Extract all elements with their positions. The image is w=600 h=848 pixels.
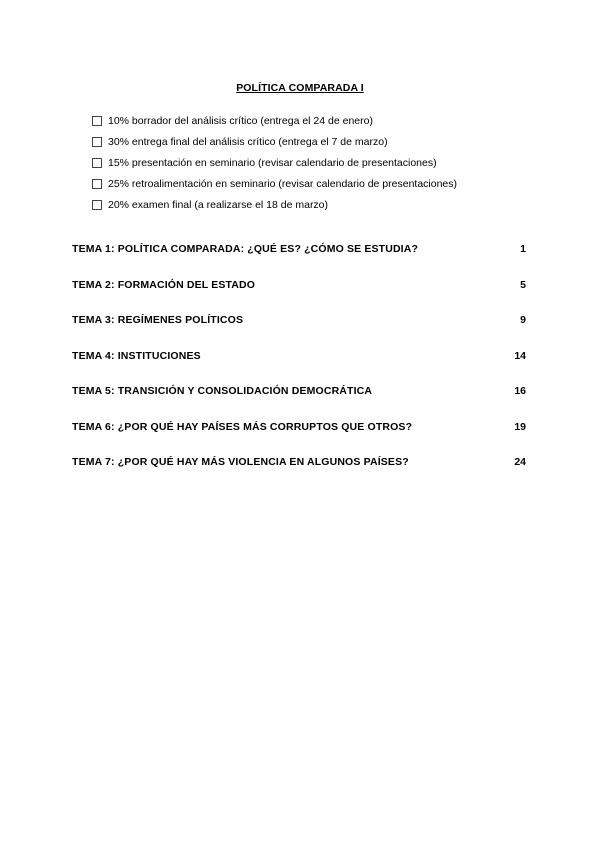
- toc-page-number: 1: [520, 243, 526, 255]
- toc-entry-title: TEMA 4: INSTITUCIONES: [72, 349, 201, 362]
- grading-item-text: 25% retroalimentación en seminario (revisar calendario de presentaciones): [108, 177, 458, 190]
- toc-entry-title: TEMA 2: FORMACIÓN DEL ESTADO: [72, 278, 256, 291]
- toc-page-number: 19: [514, 420, 526, 433]
- toc-entry-tema-6[interactable]: [72, 421, 526, 457]
- grading-item: [92, 173, 457, 194]
- toc-entry-tema-1[interactable]: [72, 243, 526, 279]
- grading-item: [92, 111, 457, 132]
- grading-list: [92, 111, 457, 215]
- toc-page-number: 24: [514, 456, 526, 468]
- toc-entry-title: TEMA 1: POLÍTICA COMPARADA: ¿QUÉ ES? ¿CÓMO SE ESTUDIA?: [72, 243, 419, 255]
- grading-item-text: 15% presentación en seminario (revisar calendario de presentaciones): [108, 156, 437, 169]
- toc-entry-title: TEMA 3: REGÍMENES POLÍTICOS: [72, 314, 244, 326]
- toc-entry-title: TEMA 5: TRANSICIÓN Y CONSOLIDACIÓN DEMOCRÁTICA: [72, 385, 373, 397]
- checkbox-icon: [92, 116, 102, 126]
- checkbox-icon: [92, 158, 102, 168]
- toc-entry-tema-2[interactable]: [72, 279, 526, 315]
- grading-item-text: 30% entrega final del análisis crítico (entrega el 7 de marzo): [108, 136, 388, 149]
- checkbox-icon: [92, 200, 102, 210]
- toc-page-number: 16: [514, 385, 526, 397]
- grading-item: [92, 194, 457, 215]
- grading-item: [92, 132, 457, 153]
- toc-page-number: 14: [514, 349, 526, 362]
- toc-entry-title: TEMA 6: ¿POR QUÉ HAY PAÍSES MÁS CORRUPTOS QUE OTROS?: [72, 420, 413, 433]
- toc-page-number: 9: [520, 314, 526, 326]
- grading-item-text: 10% borrador del análisis crítico (entrega el 24 de enero): [108, 115, 373, 128]
- document-title: POLÍTICA COMPARADA I: [236, 82, 364, 94]
- toc-entry-tema-3[interactable]: [72, 314, 526, 350]
- toc-entry-tema-4[interactable]: [72, 350, 526, 386]
- grading-item: [92, 153, 457, 174]
- toc-entry-title: TEMA 7: ¿POR QUÉ HAY MÁS VIOLENCIA EN ALGUNOS PAÍSES?: [72, 456, 409, 468]
- table-of-contents: [72, 243, 526, 492]
- checkbox-icon: [92, 137, 102, 147]
- toc-entry-tema-7[interactable]: [72, 456, 526, 492]
- checkbox-icon: [92, 179, 102, 189]
- grading-item-text: 20% examen final (a realizarse el 18 de marzo): [108, 198, 329, 211]
- toc-page-number: 5: [520, 278, 526, 291]
- toc-entry-tema-5[interactable]: [72, 385, 526, 421]
